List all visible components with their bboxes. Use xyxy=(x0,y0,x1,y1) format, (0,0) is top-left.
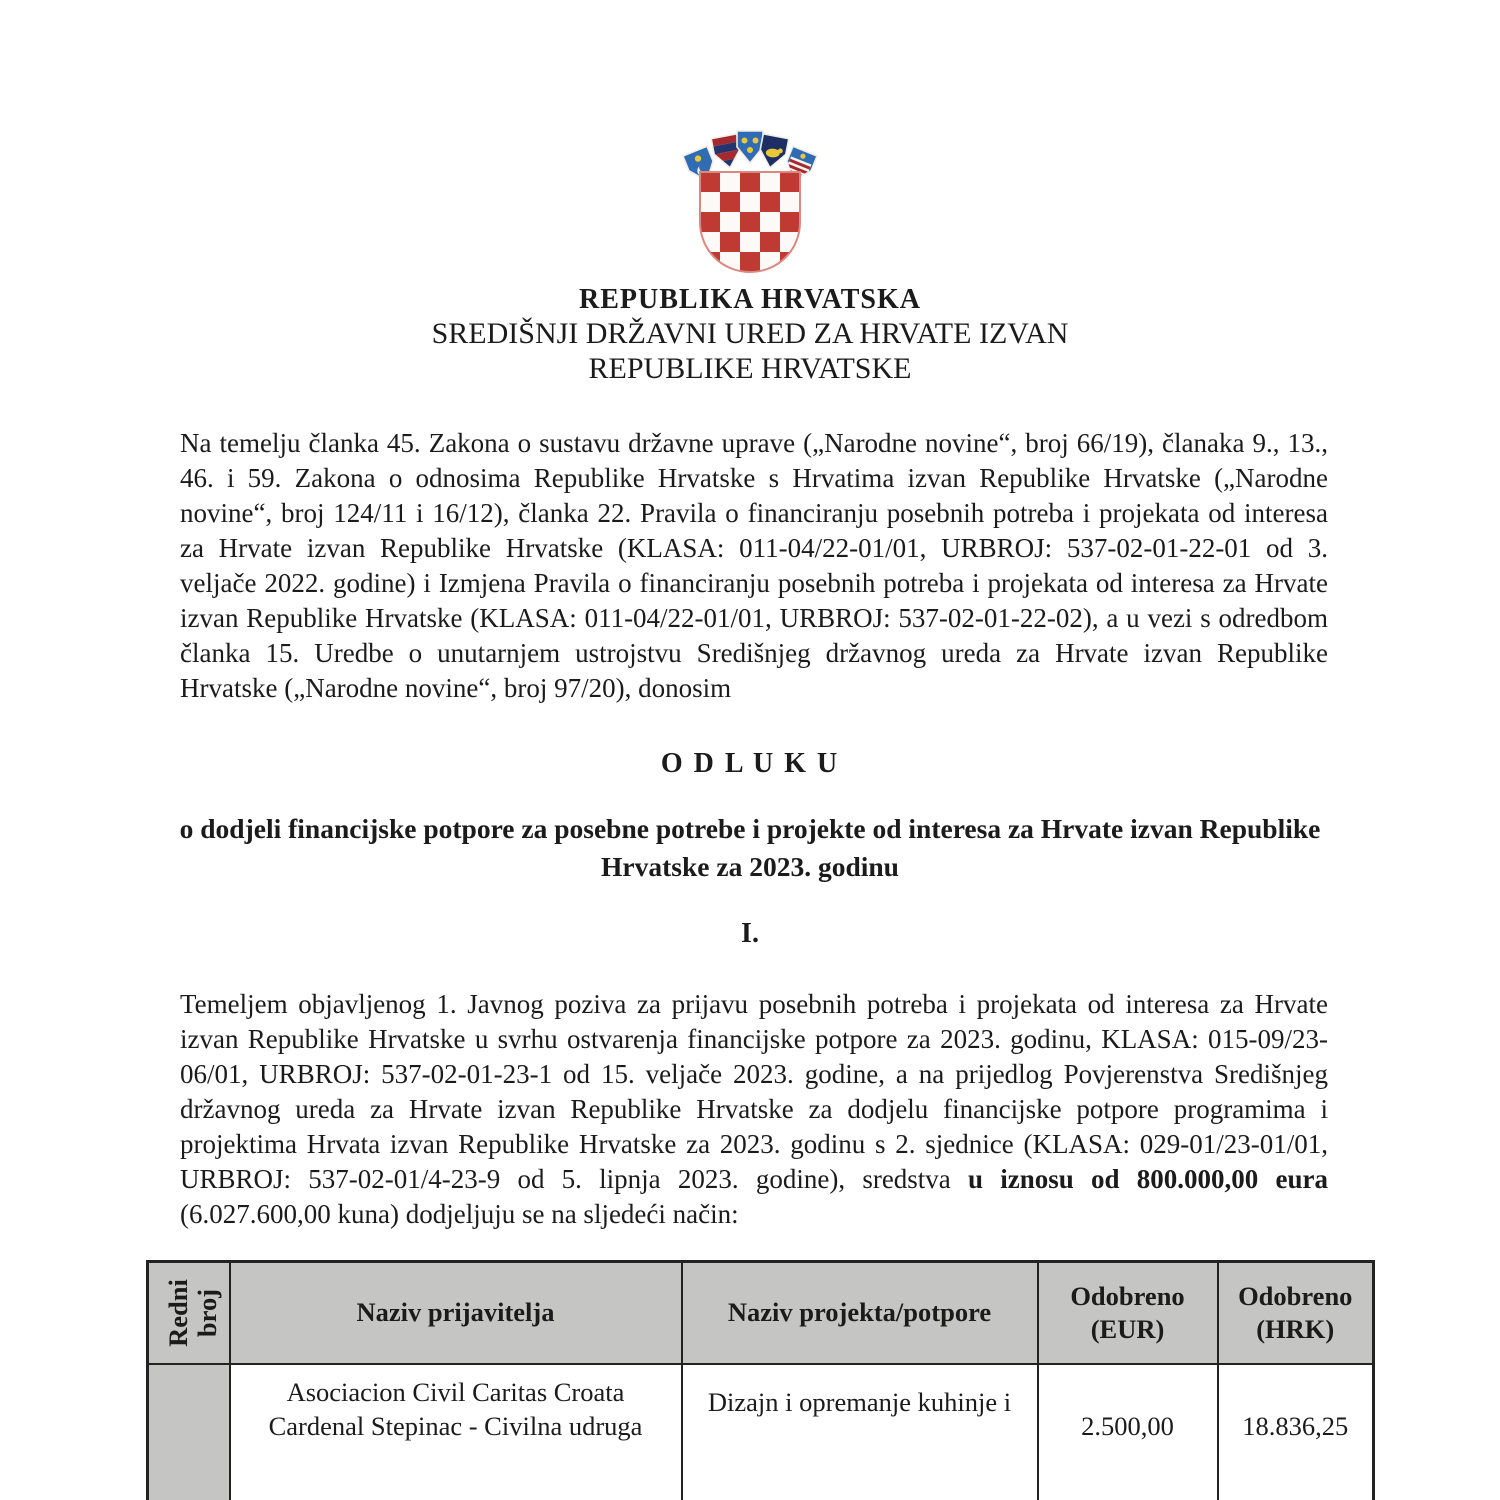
croatian-coat-of-arms-icon xyxy=(682,126,818,276)
cell-odobreno-eur: 2.500,00 xyxy=(1038,1364,1218,1500)
allocation-text-end: (6.027.600,00 kuna) dodjeljuju se na sljedeći način: xyxy=(180,1199,739,1229)
column-header-odobreno-hrk: Odobreno (HRK) xyxy=(1218,1262,1374,1364)
allocation-paragraph xyxy=(180,987,1328,1232)
preamble-paragraph: Na temelju članka 45. Zakona o sustavu državne uprave („Narodne novine“, broj 66/19), članaka 9., 13., 46. i 59. Zakona o odnosima Republike Hrvatske s Hrvatima izvan Republike Hrvatske („Narodne novine“, broj 124/11 i 16/12), članka 22. Pravila o financiranju posebnih potreba i projekata od interesa za Hrvate izvan Republike Hrvatske (KLASA: 011-04/22-01/01, URBROJ: 537-02-01-22-01 od 3. veljače 2022. godine) i Izmjena Pravila o financiranju posebnih potreba i projekata od interesa za Hrvate izvan Republike Hrvatske (KLASA: 011-04/22-01/01, URBROJ: 537-02-01-22-02), a u vezi s odredbom članka 15. Uredbe o unutarnjem ustrojstvu Središnjeg državnog ureda za Hrvate izvan Republike Hrvatske („Narodne novine“, broj 97/20), donosim xyxy=(180,428,1328,703)
cell-naziv-projekta: Dizajn i opremanje kuhinje i xyxy=(682,1364,1038,1500)
checkerboard-shield xyxy=(698,170,802,274)
document-header xyxy=(0,0,1500,386)
crown-shield-three-heads xyxy=(737,131,763,163)
grants-table-header xyxy=(148,1262,1374,1364)
office-name-line1: SREDIŠNJI DRŽAVNI URED ZA HRVATE IZVAN xyxy=(431,317,1069,350)
allocation-amount-bold: u iznosu od 800.000,00 eura xyxy=(968,1164,1328,1194)
cell-redni-broj xyxy=(148,1364,230,1500)
section-number: I. xyxy=(741,918,759,949)
decision-title: O D L U K U xyxy=(660,748,840,779)
cell-naziv-prijavitelja: Asociacion Civil Caritas Croata Cardenal Stepinac - Civilna udruga xyxy=(230,1364,682,1500)
redni-broj-rotated-label: Redni broj xyxy=(163,1278,222,1347)
column-header-redni-broj xyxy=(148,1262,230,1364)
crown-shield-goat xyxy=(757,134,789,170)
column-header-odobreno-eur: Odobreno (EUR) xyxy=(1038,1262,1218,1364)
cell-odobreno-hrk: 18.836,25 xyxy=(1218,1364,1374,1500)
country-name: REPUBLIKA HRVATSKA xyxy=(579,284,921,315)
table-row xyxy=(148,1364,1374,1500)
column-header-naziv-projekta: Naziv projekta/potpore xyxy=(682,1262,1038,1364)
office-name-line2: REPUBLIKE HRVATSKE xyxy=(588,352,912,385)
document-body xyxy=(0,426,1500,1500)
grants-table xyxy=(146,1260,1375,1500)
column-header-naziv-prijavitelja: Naziv prijavitelja xyxy=(230,1262,682,1364)
allocation-text-start: Temeljem objavljenog 1. Javnog poziva za prijavu posebnih potreba i projekata od interesa za Hrvate izvan Republike Hrvatske u svrhu ostvarenja financijske potpore za 2023. godinu, KLASA: 015-09/23-06/01, URBROJ: 537-02-01-23-1 od 15. veljače 2023. godine, a na prijedlog Povjerenstva Središnjeg državnog ureda za Hrvate izvan Republike Hrvatske za dodjelu financijske potpore programima i projektima Hrvata izvan Republike Hrvatske za 2023. godinu s 2. sjednice (KLASA: 029-01/23-01/01, URBROJ: 537-02-01/4-23-9 od 5. lipnja 2023. godine), sredstva xyxy=(180,989,1328,1194)
decision-subtitle: o dodjeli financijske potpore za posebne potrebe i projekte od interesa za Hrvate izvan Republike Hrvatske za 2023. godinu xyxy=(179,813,1321,882)
